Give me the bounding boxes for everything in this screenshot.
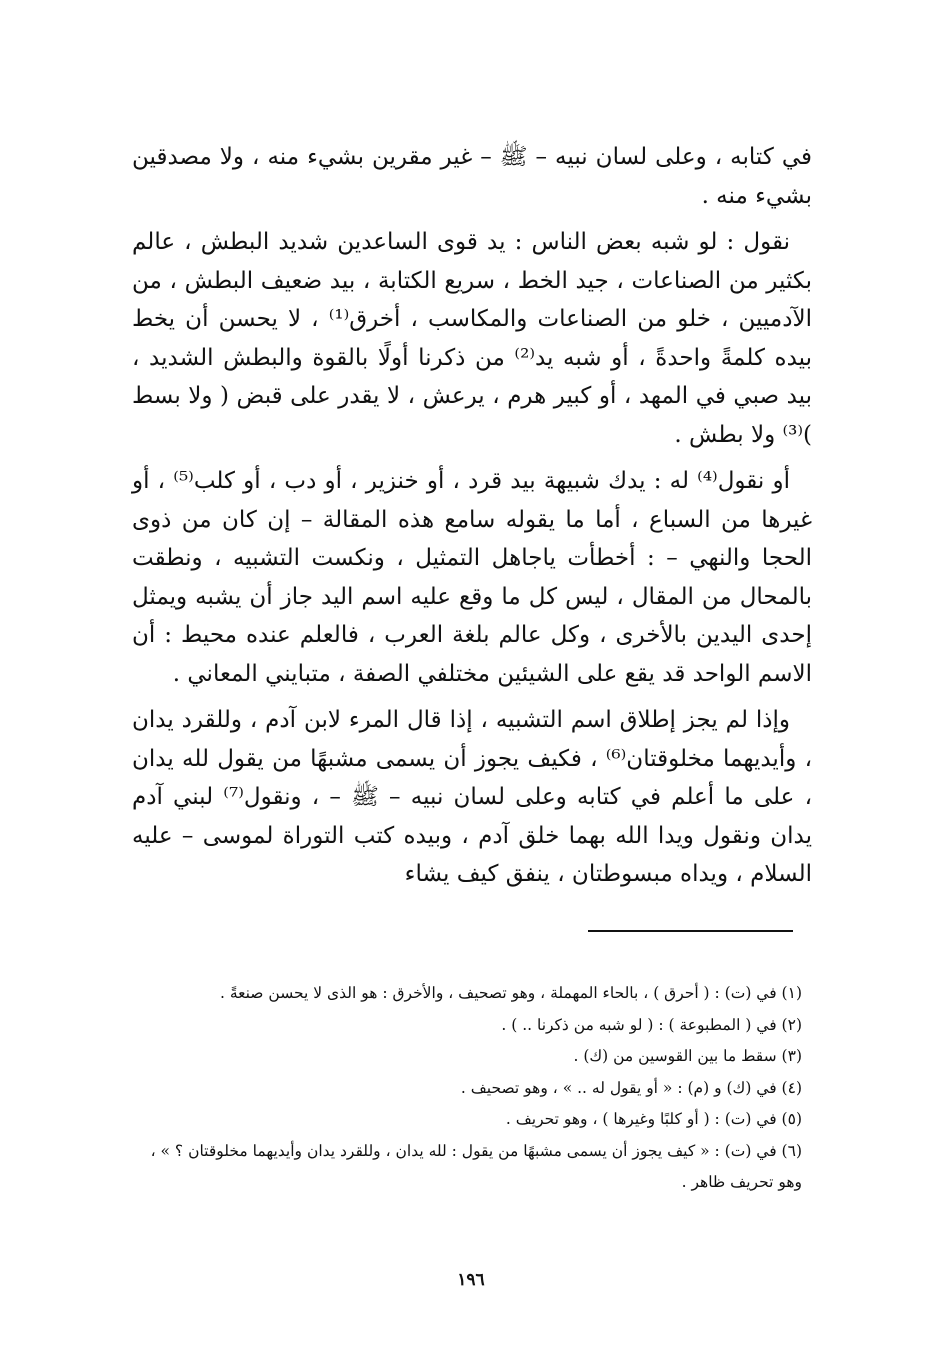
body-text: [132, 138, 812, 902]
footnote: (٤) في (ك) و (م) : « أو يقول له .. » ، وهو تصحيف .: [460, 1078, 802, 1097]
paragraph: في كتابه ، وعلى لسان نبيه – ﷺ – غير مقرين بشيء منه ، ولا مصدقين بشيء منه .: [132, 144, 812, 209]
footnote: (٥) في (ت) : ( أو كلبًا وغيرها ) ، وهو تحريف .: [505, 1110, 802, 1128]
footnote: (٣) سقط ما بين القوسين من (ك) .: [573, 1047, 802, 1065]
paragraph: وإذا لم يجز إطلاق اسم التشبيه ، إذا قال المرء لابن آدم ، وللقرد يدان ، وأيديهما مخلوقتان⁽⁶⁾ ، فكيف يجوز أن يسمى مشبهًا من يقول لله يدان ، على ما أعلم في كتابه وعلى لسان نبيه – ﷺ – ، ونقول⁽⁷⁾ لبني آدم يدان ونقول ويدا الله بهما خلق آدم ، وبيده كتب التوراة لموسى – عليه السلام ، ويداه مبسوطتان ، ينفق كيف يشاء: [132, 707, 812, 887]
page-number: ١٩٦: [457, 1270, 485, 1290]
paragraph: نقول : لو شبه بعض الناس : يد قوى الساعدين شديد البطش ، عالم بكثير من الصناعات ، جيد الخط ، سريع الكتابة ، بيد ضعيف البطش ، من الآدميين ، خلو من الصناعات والمكاسب ، أخرق⁽¹⁾ ، لا يحسن أن يخط بيده كلمةً واحدةً ، أو شبه يد⁽²⁾ من ذكرنا أولًا بالقوة والبطش الشديد ، بيد صبي في المهد ، أو كبير هرم ، يرعش ، لا يقدر على قبض ( ولا بسط )⁽³⁾ ولا بطش .: [132, 229, 813, 448]
footnote: (٦) في (ت) : « كيف يجوز أن يسمى مشبهًا من يقول : لله يدان ، وللقرد يدان وأيديهما مخلوقتان ؟ » ، وهو تحريف ظاهر .: [150, 1141, 802, 1191]
footnote: (١) في (ت) : ( أحرق ) ، بالحاء المهملة ، وهو تصحيف ، والأخرق : هو الذى لا يحسن صنعةً .: [219, 984, 802, 1002]
paragraph: أو نقول⁽⁴⁾ له : يدك شبيهة بيد قرد ، أو خنزير ، أو دب ، أو كلب⁽⁵⁾ ، أو غيرها من السباع ، أما ما يقوله سامع هذه المقالة – إن كان من ذوى الحجا والنهي – : أخطأت ياجاهل التمثيل ، ونكست التشبيه ، ونطقت بالمحال من المقال ، ليس كل ما وقع عليه اسم اليد جاز أن يشبه ويمثل إحدى اليدين بالأخرى ، وكل عالم بلغة العرب ، فالعلم عنده محيط : أن الاسم الواحد قد يقع على الشيئين مختلفي الصفة ، متبايني المعاني .: [132, 468, 812, 687]
footnotes: [132, 978, 812, 1199]
footnote-separator: [588, 930, 793, 932]
footnote: (٢) في ( المطبوعة ) : ( لو شبه من ذكرنا .. ) .: [501, 1015, 802, 1034]
